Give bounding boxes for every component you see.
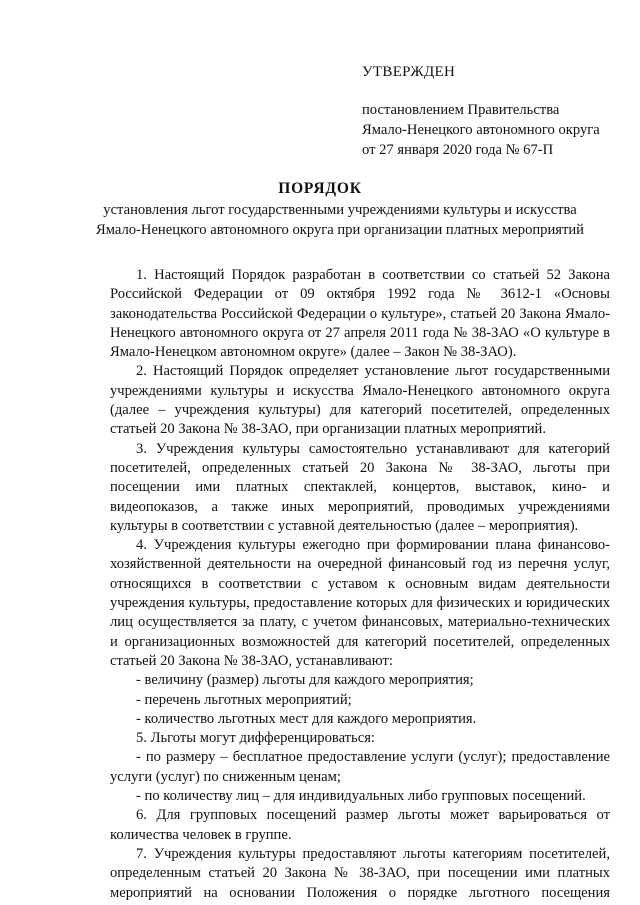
list-item-benefit-size: - величину (размер) льготы для каждого мероприятия; xyxy=(136,672,474,689)
list-item-by-size: - по размеру – бесплатное предоставление услуги (услуг); предоставление услуги (услуг) по сниженным ценам; xyxy=(110,749,610,785)
approval-title: УТВЕРЖДЕН xyxy=(362,64,456,80)
list-item-benefit-seats: - количество льготных мест для каждого мероприятия. xyxy=(136,710,477,727)
document-body xyxy=(110,266,610,903)
approval-block xyxy=(362,62,622,160)
document-subtitle xyxy=(60,200,620,240)
document-subtitle-line-2: Ямало-Ненецкого автономного округа при организации платных мероприятий xyxy=(96,222,584,238)
paragraph-1: 1. Настоящий Порядок разработан в соответствии со статьей 52 Закона Российской Федерации от 09 октября 1992 года № 3612-1 «Основы законодательства Российской Федерации о культуре», статьей 20 Закона Ямало-Ненецкого автономного округа от 27 апреля 2011 года № 38-ЗАО «О культуре в Ямало-Ненецком автономном округе» (далее – Закон № 38-ЗАО). xyxy=(110,267,610,361)
approval-line-1: постановлением Правительства xyxy=(362,102,560,118)
list-item-benefit-events: - перечень льготных мероприятий; xyxy=(136,691,352,708)
paragraph-6: 6. Для групповых посещений размер льготы может варьироваться от количества человек в группе. xyxy=(110,807,610,843)
paragraph-5: 5. Льготы могут дифференцироваться: xyxy=(136,730,375,747)
paragraph-7: 7. Учреждения культуры предоставляют льготы категориям посетителей, определенным статьей 20 Закона № 38-ЗАО, при посещении ими платных мероприятий на основании Положения о порядке льготного посещения xyxy=(110,845,610,901)
paragraph-4: 4. Учреждения культуры ежегодно при формировании плана финансово-хозяйственной деятельности на очередной финансовый год из перечня услуг, относящихся в соответствии с уставом к основным видам деятельности учреждения культуры, предоставление которых для физических и юридических лиц осуществляется за плату, с учетом финансовых, материально-технических и организационных возможностей для категорий посетителей, определенных статьей 20 Закона № 38-ЗАО, устанавливают: xyxy=(110,537,610,669)
paragraph-2: 2. Настоящий Порядок определяет установление льгот государственными учреждениями культуры и искусства Ямало-Ненецкого автономного округа (далее – учреждения культуры) для категорий посетителей, определенных статьей 20 Закона № 38-ЗАО, при организации платных мероприятий. xyxy=(110,363,610,438)
document-title: ПОРЯДОК xyxy=(278,180,362,197)
list-item-by-people: - по количеству лиц – для индивидуальных либо групповых посещений. xyxy=(136,788,586,805)
approval-line-2: Ямало-Ненецкого автономного округа xyxy=(362,122,600,138)
paragraph-3: 3. Учреждения культуры самостоятельно устанавливают для категорий посетителей, определенных статьей 20 Закона № 38-ЗАО, льготы при посещении ими платных спектаклей, концертов, выставок, кино- и видеопоказов, а также иных мероприятий, проводимых учреждениями культуры в соответствии с уставной деятельностью (далее – мероприятия). xyxy=(110,440,610,534)
document-subtitle-line-1: установления льгот государственными учреждениями культуры и искусства xyxy=(103,202,577,218)
approval-line-3: от 27 января 2020 года № 67-П xyxy=(362,142,554,158)
